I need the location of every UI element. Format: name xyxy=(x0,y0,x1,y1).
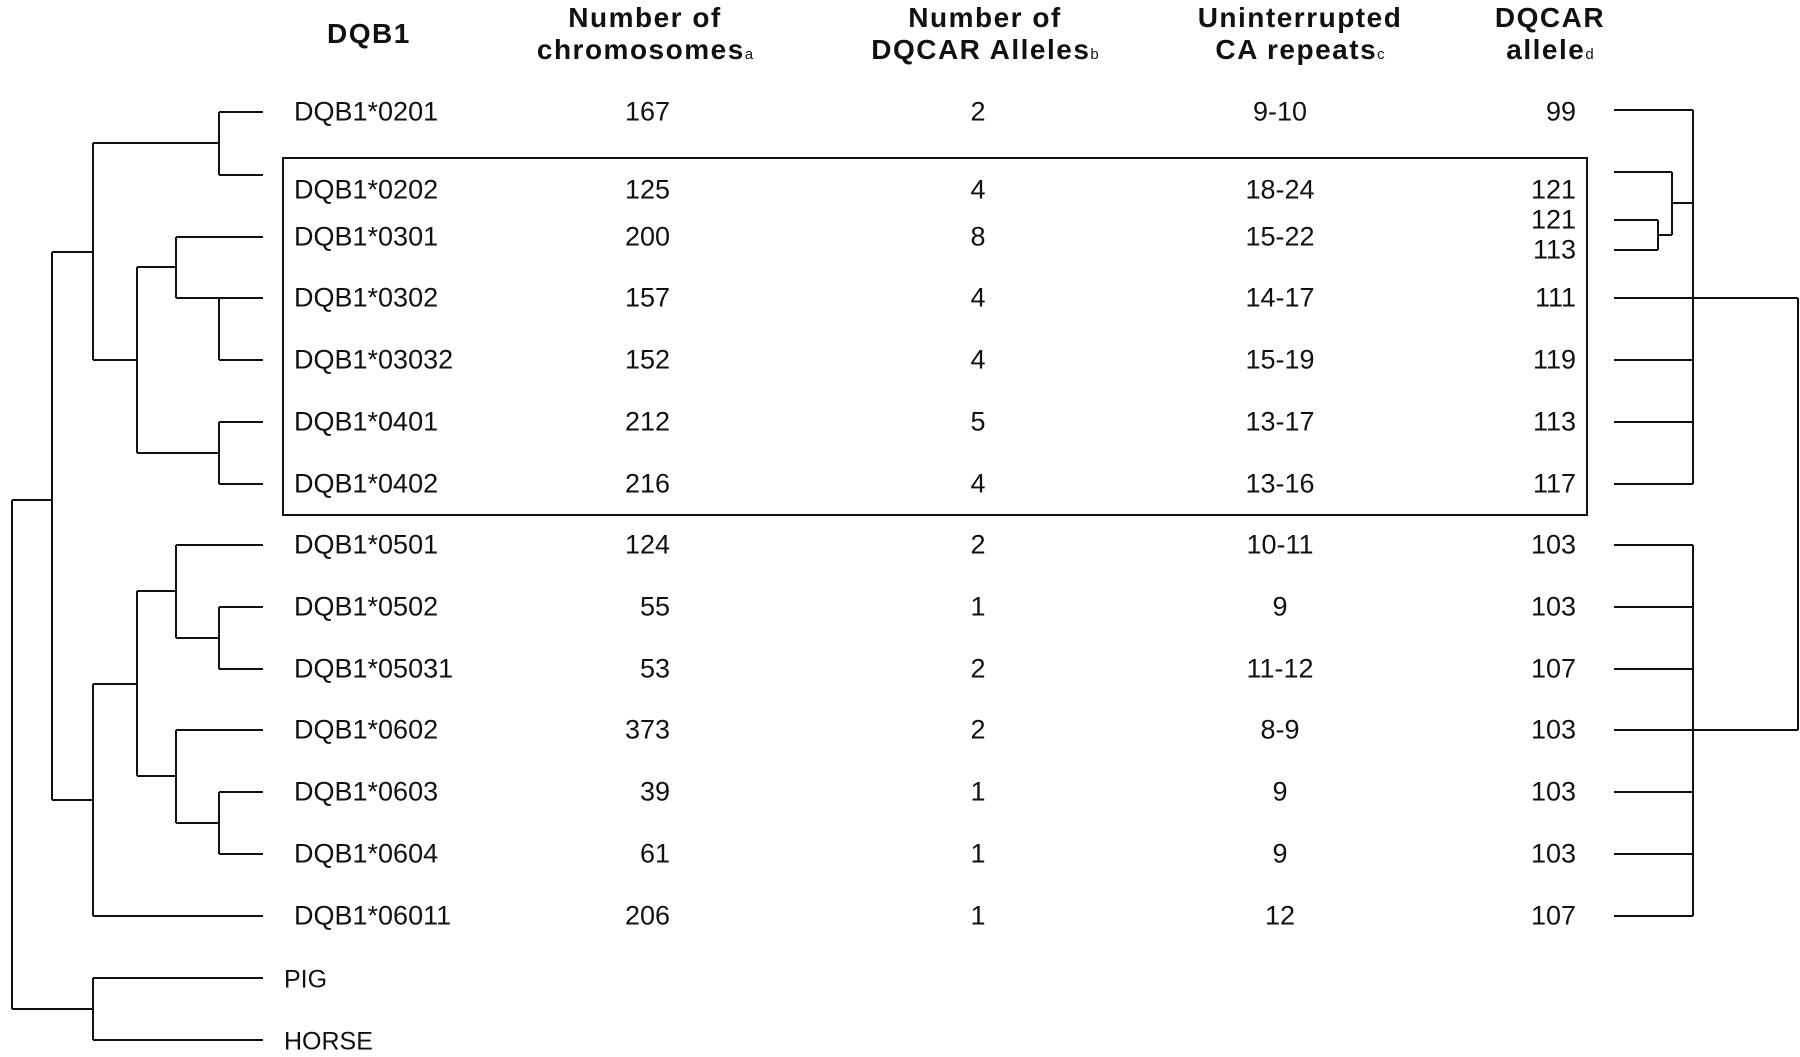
header-chromosomes xyxy=(505,2,785,71)
dqcar-allele: 107 xyxy=(1530,653,1576,684)
dqb1-name: DQB1*0603 xyxy=(294,776,439,807)
footnote-a: a xyxy=(744,46,754,63)
ca-repeats: 14-17 xyxy=(1245,282,1315,313)
ca-repeats: 10-11 xyxy=(1246,529,1314,560)
ca-repeats: 9 xyxy=(1272,591,1288,622)
chromosome-count: 212 xyxy=(624,406,670,437)
outgroup-pig: PIG xyxy=(284,965,328,994)
footnote-d: d xyxy=(1585,46,1594,63)
right-tree xyxy=(1614,110,1798,916)
dqcar-allele-count: 4 xyxy=(970,174,986,205)
highlight-box xyxy=(283,158,1587,515)
dqb1-name: DQB1*0202 xyxy=(294,174,439,205)
dqcar-allele-count: 2 xyxy=(970,529,986,560)
footnote-b: b xyxy=(1090,46,1099,63)
header-dqb1-label: DQB1 xyxy=(327,18,411,49)
dqcar-allele-count: 2 xyxy=(970,96,986,127)
dqb1-name: DQB1*0602 xyxy=(294,714,439,745)
header-ca-repeats-line1: Uninterrupted xyxy=(1197,2,1403,33)
header-dqcar-allele-line2 xyxy=(1470,34,1630,71)
dqcar-allele: 121 xyxy=(1530,204,1576,235)
ca-repeats: 18-24 xyxy=(1245,174,1315,205)
chromosome-count: 216 xyxy=(624,468,670,499)
dqcar-allele-count: 4 xyxy=(970,282,986,313)
header-dqcar-alleles-line2 xyxy=(835,34,1135,71)
dqcar-allele-count: 8 xyxy=(970,221,986,252)
dqb1-name: DQB1*0604 xyxy=(294,838,439,869)
outgroup-horse: HORSE xyxy=(284,1027,373,1056)
dqcar-allele-count: 1 xyxy=(970,776,986,807)
ca-repeats: 11-12 xyxy=(1246,653,1314,684)
chromosome-count: 206 xyxy=(624,900,670,931)
dqcar-allele: 103 xyxy=(1530,714,1576,745)
chromosome-count: 373 xyxy=(624,714,670,745)
header-chromosomes-line1: Number of xyxy=(568,2,722,33)
chromosome-count: 53 xyxy=(639,653,670,684)
dqb1-name: DQB1*03032 xyxy=(294,344,454,375)
header-ca-repeats-line2 xyxy=(1160,34,1440,71)
ca-repeats: 9-10 xyxy=(1252,96,1308,127)
dqb1-name: DQB1*0302 xyxy=(294,282,439,313)
dqcar-allele: 103 xyxy=(1530,591,1576,622)
dqb1-name: DQB1*0301 xyxy=(294,221,439,252)
dqcar-allele: 103 xyxy=(1530,776,1576,807)
chromosome-count: 167 xyxy=(624,96,670,127)
dqcar-allele-count: 4 xyxy=(970,468,986,499)
ca-repeats: 13-17 xyxy=(1245,406,1315,437)
chromosome-count: 152 xyxy=(624,344,670,375)
chromosome-count: 39 xyxy=(639,776,670,807)
dqcar-allele: 111 xyxy=(1534,282,1576,313)
dqcar-allele-count: 1 xyxy=(970,838,986,869)
chromosome-count: 200 xyxy=(624,221,670,252)
header-ca-repeats xyxy=(1160,2,1440,71)
header-chromosomes-text: chromosomes xyxy=(536,34,745,65)
dqcar-allele: 103 xyxy=(1530,529,1576,560)
ca-repeats: 13-16 xyxy=(1245,468,1315,499)
dqcar-allele: 119 xyxy=(1532,344,1576,375)
left-tree xyxy=(12,112,263,1040)
header-dqb1 xyxy=(327,18,411,50)
header-dqcar-allele-text: allele xyxy=(1506,34,1586,65)
dqb1-name: DQB1*0401 xyxy=(294,406,439,437)
chromosome-count: 124 xyxy=(624,529,670,560)
dqcar-allele: 117 xyxy=(1532,468,1576,499)
ca-repeats: 15-19 xyxy=(1245,344,1315,375)
header-chromosomes-line2 xyxy=(505,34,785,71)
dqb1-name: DQB1*0502 xyxy=(294,591,439,622)
header-dqcar-alleles-line1: Number of xyxy=(908,2,1062,33)
header-dqcar-alleles xyxy=(835,2,1135,71)
dqcar-allele-count: 1 xyxy=(970,900,986,931)
dqcar-allele-secondary: 113 xyxy=(1532,234,1576,265)
dqb1-name: DQB1*05031 xyxy=(294,653,454,684)
dqcar-allele: 99 xyxy=(1545,96,1576,127)
footnote-c: c xyxy=(1377,46,1385,63)
dqcar-allele-count: 2 xyxy=(970,653,986,684)
chromosome-count: 125 xyxy=(624,174,670,205)
chromosome-count: 157 xyxy=(624,282,670,313)
chromosome-count: 61 xyxy=(639,838,670,869)
ca-repeats: 8-9 xyxy=(1260,714,1300,745)
dqb1-name: DQB1*06011 xyxy=(294,900,452,931)
dqcar-allele-count: 2 xyxy=(970,714,986,745)
header-dqcar-alleles-text: DQCAR Alleles xyxy=(871,34,1091,65)
dqcar-allele: 103 xyxy=(1530,838,1576,869)
header-dqcar-allele-line1: DQCAR xyxy=(1494,2,1606,33)
ca-repeats: 15-22 xyxy=(1245,221,1315,252)
dqcar-allele-count: 5 xyxy=(970,406,986,437)
ca-repeats: 9 xyxy=(1272,838,1288,869)
header-dqcar-allele xyxy=(1470,2,1630,71)
dqcar-allele: 107 xyxy=(1530,900,1576,931)
dqcar-allele: 121 xyxy=(1530,174,1576,205)
dqcar-allele-count: 4 xyxy=(970,344,986,375)
dqcar-allele: 113 xyxy=(1532,406,1576,437)
header-ca-repeats-text: CA repeats xyxy=(1215,34,1378,65)
dqb1-name: DQB1*0201 xyxy=(294,96,439,127)
dqb1-name: DQB1*0402 xyxy=(294,468,439,499)
ca-repeats: 9 xyxy=(1272,776,1288,807)
ca-repeats: 12 xyxy=(1264,900,1296,931)
chromosome-count: 55 xyxy=(639,591,670,622)
dqb1-name: DQB1*0501 xyxy=(294,529,439,560)
dqcar-allele-count: 1 xyxy=(970,591,986,622)
